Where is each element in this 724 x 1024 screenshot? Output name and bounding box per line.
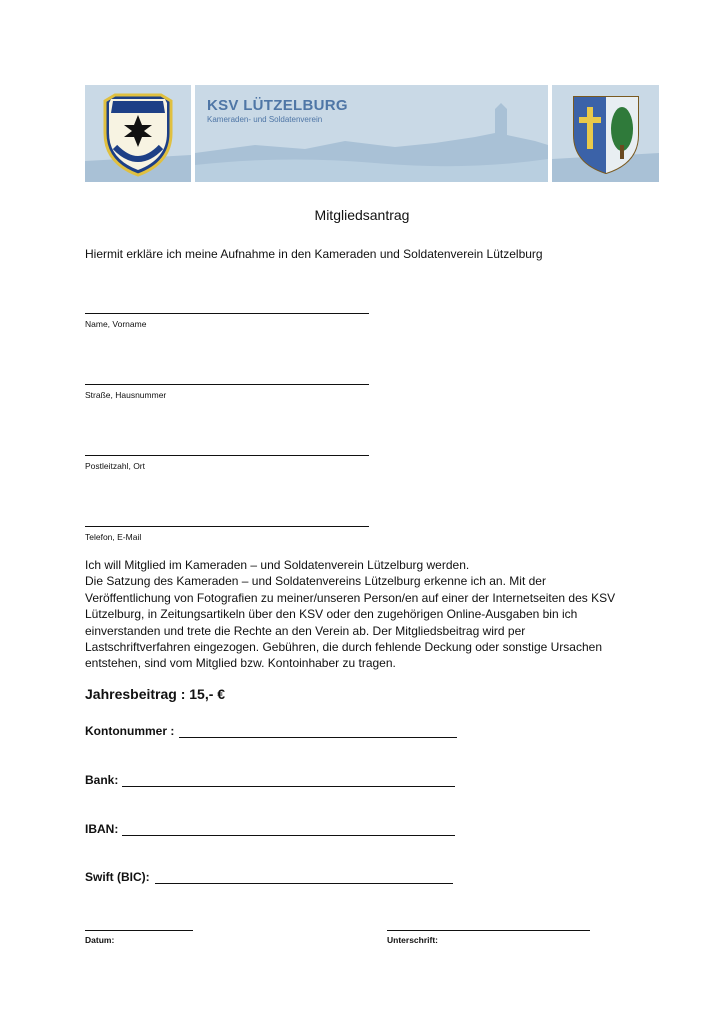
account-input-line[interactable] bbox=[179, 737, 457, 738]
account-label: Kontonummer : bbox=[85, 724, 175, 738]
iban-label: IBAN: bbox=[85, 822, 119, 836]
city-label: Postleitzahl, Ort bbox=[85, 461, 145, 471]
terms-paragraph bbox=[85, 557, 645, 672]
annual-fee: Jahresbeitrag : 15,- € bbox=[85, 686, 226, 702]
name-label: Name, Vorname bbox=[85, 319, 147, 329]
paragraph-line: Lastschriftverfahren eingezogen. Gebühren, die durch fehlende Deckung oder sonstige Ursachen bbox=[85, 640, 602, 655]
city-input-line[interactable] bbox=[85, 455, 369, 456]
contact-input-line[interactable] bbox=[85, 526, 369, 527]
bic-input-line[interactable] bbox=[155, 883, 453, 884]
banner-right-panel bbox=[552, 85, 659, 182]
name-input-line[interactable] bbox=[85, 313, 369, 314]
bic-label: Swift (BIC): bbox=[85, 870, 150, 884]
paragraph-line: entstehen, sind vom Mitglied bzw. Kontoinhaber zu tragen. bbox=[85, 656, 396, 671]
club-badge-icon bbox=[85, 85, 191, 182]
paragraph-line: einverstanden und trete die Rechte an den Verein ab. Der Mitgliedsbeitrag wird per bbox=[85, 623, 526, 638]
date-input-line[interactable] bbox=[85, 930, 193, 931]
street-input-line[interactable] bbox=[85, 384, 369, 385]
org-subtitle: Kameraden- und Soldatenverein bbox=[207, 115, 323, 124]
bank-input-line[interactable] bbox=[122, 786, 455, 787]
bank-label: Bank: bbox=[85, 773, 119, 787]
paragraph-line: Veröffentlichung von Fotografien zu meiner/unseren Person/en auf einer der Internetseiten des KSV bbox=[85, 590, 616, 605]
signature-label: Unterschrift: bbox=[387, 935, 439, 945]
paragraph-line: Ich will Mitglied im Kameraden – und Soldatenverein Lützelburg werden. bbox=[85, 558, 470, 572]
header-banner bbox=[85, 85, 659, 182]
date-label: Datum: bbox=[85, 935, 115, 945]
signature-input-line[interactable] bbox=[387, 930, 590, 931]
paragraph-line: Die Satzung des Kameraden – und Soldatenvereins Lützelburg erkenne ich an. Mit der bbox=[85, 574, 546, 589]
banner-left-panel bbox=[85, 85, 191, 182]
contact-label: Telefon, E-Mail bbox=[85, 532, 142, 542]
document-title: Mitgliedsantrag bbox=[314, 207, 410, 223]
street-label: Straße, Hausnummer bbox=[85, 390, 167, 400]
coat-of-arms-icon bbox=[552, 85, 659, 182]
iban-input-line[interactable] bbox=[122, 835, 455, 836]
intro-text: Hiermit erkläre ich meine Aufnahme in den Kameraden und Soldatenverein Lützelburg bbox=[85, 247, 543, 261]
org-name: KSV LÜTZELBURG bbox=[207, 97, 348, 114]
paragraph-line: Lützelburg, in Zeitungsartikeln über den KSV oder den zugehörigen Online-Ausgaben bin ich bbox=[85, 607, 578, 622]
